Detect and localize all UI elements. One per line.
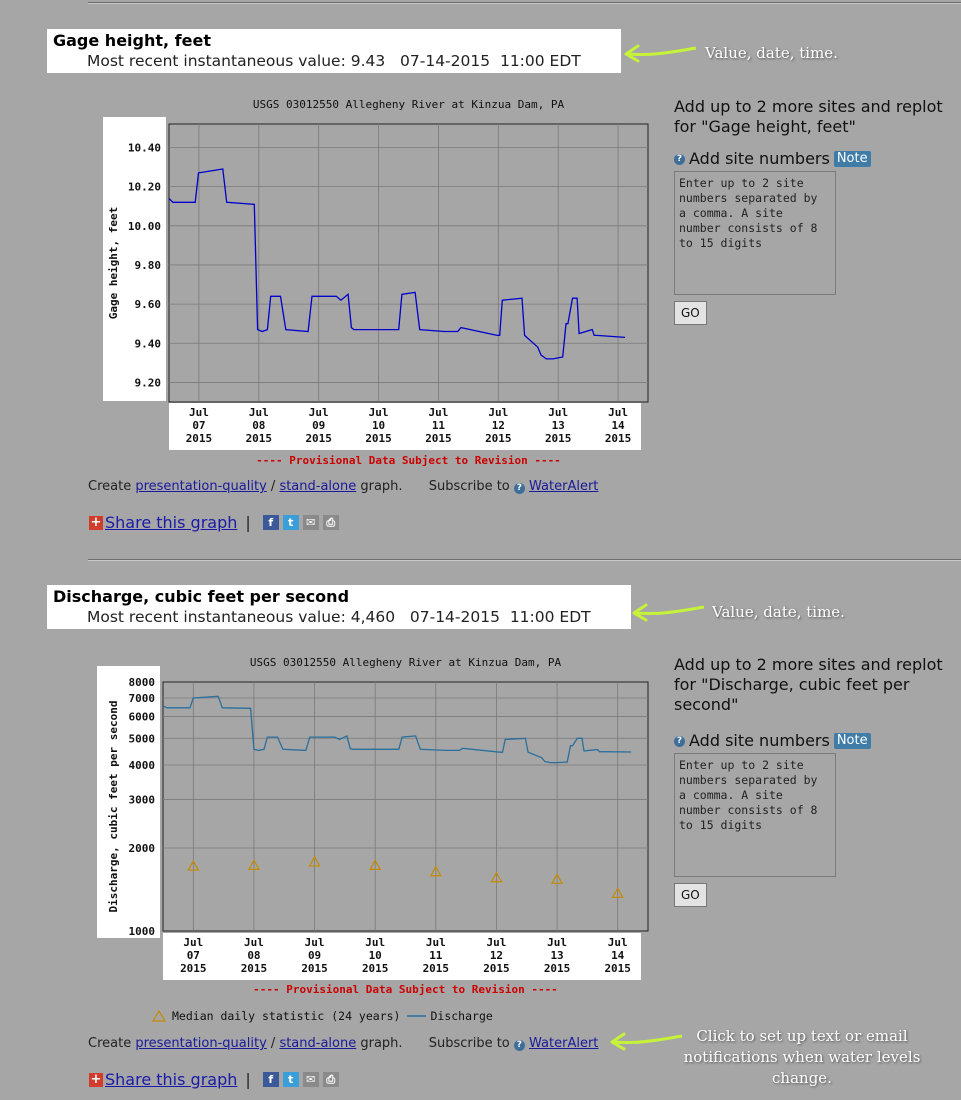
email-icon[interactable]: ✉: [303, 1072, 319, 1087]
site-numbers-input[interactable]: [674, 753, 836, 877]
help-icon[interactable]: ?: [674, 154, 685, 165]
provisional-note: ---- Provisional Data Subject to Revision ----: [256, 454, 561, 467]
chart-svg: [97, 652, 657, 1000]
create-graph-row: [88, 1036, 598, 1051]
create-suffix: graph.: [356, 1036, 403, 1051]
x-tick-label: Jul: [608, 406, 628, 419]
y-tick-label: 3000: [128, 793, 155, 807]
recent-value: Most recent instantaneous value: 4,460 07-14-2015 11:00 EDT: [87, 608, 591, 626]
help-icon[interactable]: ?: [514, 1040, 525, 1051]
x-tick-label: 12: [491, 419, 505, 432]
y-tick-label: 6000: [128, 710, 155, 724]
create-sep: /: [266, 1036, 280, 1051]
replot-panel: [674, 655, 954, 907]
x-tick-label: 12: [489, 949, 504, 962]
legend-discharge: Discharge: [430, 1009, 493, 1023]
discharge-title-box: [47, 585, 631, 629]
replot-panel: [674, 97, 954, 325]
x-tick-label: Jul: [548, 406, 569, 419]
stand-alone-link[interactable]: stand-alone: [279, 1036, 357, 1051]
x-tick-label: 11: [429, 949, 443, 962]
x-tick-label: Jul: [248, 406, 269, 419]
callout-arrow-icon: [622, 42, 702, 66]
x-tick-label: 10: [368, 949, 382, 962]
median-triangle-icon: [152, 1010, 166, 1022]
x-tick-label: 2015: [240, 962, 268, 975]
x-tick-label: 2015: [245, 432, 273, 445]
y-tick-label: 10.40: [127, 141, 161, 155]
y-tick-label: 9.60: [134, 298, 161, 312]
x-tick-label: 2015: [485, 432, 512, 445]
discharge-line-icon: [406, 1010, 428, 1022]
x-tick-label: 07: [192, 419, 206, 432]
section-divider: [88, 559, 961, 561]
chart-legend: [152, 1009, 493, 1023]
plot-frame: [169, 124, 648, 402]
x-tick-label: Jul: [183, 936, 204, 949]
x-tick-label: 2015: [422, 962, 450, 975]
x-tick-label: 10: [371, 419, 386, 432]
x-tick-label: 14: [611, 949, 625, 962]
share-row: [89, 1070, 339, 1089]
add-site-label: Add site numbers: [689, 149, 830, 168]
x-tick-label: 09: [307, 949, 322, 962]
x-tick-label: Jul: [547, 936, 567, 949]
x-tick-label: Jul: [308, 406, 329, 419]
x-tick-label: Jul: [368, 406, 389, 419]
stand-alone-link[interactable]: stand-alone: [279, 479, 357, 494]
x-tick-label: 2015: [185, 432, 213, 445]
share-graph-link[interactable]: Share this graph: [105, 1070, 238, 1089]
presentation-quality-link[interactable]: presentation-quality: [135, 479, 267, 494]
x-tick-label: Jul: [607, 936, 628, 949]
chart-title: USGS 03012550 Allegheny River at Kinzua Dam, PA: [249, 656, 562, 669]
callout-value-date: Value, date, time.: [705, 44, 838, 62]
provisional-note: ---- Provisional Data Subject to Revision ----: [253, 983, 558, 996]
add-site-row: [674, 149, 954, 169]
facebook-icon[interactable]: f: [263, 1072, 279, 1087]
replot-prompt: Add up to 2 more sites and replot for "Discharge, cubic feet per second": [674, 655, 943, 714]
discharge-chart: [97, 652, 657, 1000]
callout-value-date: Value, date, time.: [712, 603, 845, 621]
create-suffix: graph.: [356, 479, 403, 494]
subscribe-text: Subscribe to: [428, 1036, 514, 1051]
x-tick-label: 13: [551, 419, 565, 432]
x-tick-label: 13: [550, 949, 564, 962]
x-tick-label: Jul: [488, 406, 509, 419]
go-button[interactable]: GO: [674, 301, 707, 325]
create-graph-row: [88, 479, 598, 494]
y-tick-label: 9.20: [134, 376, 161, 390]
y-tick-label: 2000: [128, 842, 155, 855]
callout-line: Click to set up text or email: [696, 1027, 908, 1045]
x-tick-label: 2015: [425, 432, 452, 445]
x-tick-label: 2015: [604, 962, 631, 975]
x-tick-label: 2015: [301, 962, 328, 975]
twitter-icon[interactable]: t: [283, 515, 299, 530]
x-tick-label: 2015: [305, 432, 332, 445]
email-icon[interactable]: ✉: [303, 515, 319, 530]
x-tick-label: 08: [252, 419, 266, 432]
section-divider: [88, 2, 961, 4]
x-tick-label: Jul: [304, 936, 325, 949]
help-icon[interactable]: ?: [674, 736, 685, 747]
x-tick-label: 2015: [365, 432, 392, 445]
page-title: Gage height, feet: [53, 31, 211, 50]
callout-wateralert: [672, 1026, 932, 1089]
y-axis-label: Gage height, feet: [107, 206, 120, 320]
x-tick-label: Jul: [486, 936, 507, 949]
wateralert-link[interactable]: WaterAlert: [529, 1036, 599, 1051]
create-text: Create: [88, 1036, 136, 1051]
create-sep: /: [266, 479, 280, 494]
x-tick-label: Jul: [425, 936, 446, 949]
x-tick-label: 07: [186, 949, 200, 962]
print-icon[interactable]: ⎙: [323, 1072, 339, 1087]
x-tick-label: 2015: [604, 432, 632, 445]
gage-height-chart: [103, 92, 663, 472]
y-tick-label: 10.00: [127, 219, 161, 233]
create-text: Create: [88, 479, 136, 494]
share-row: [89, 513, 339, 532]
recent-value: Most recent instantaneous value: 9.43 07-14-2015 11:00 EDT: [87, 52, 581, 70]
plot-frame: [163, 682, 648, 931]
series-line: [163, 696, 631, 762]
print-icon[interactable]: ⎙: [323, 515, 339, 530]
page-title: Discharge, cubic feet per second: [53, 587, 350, 606]
note-button[interactable]: Note: [834, 151, 871, 167]
share-plus-icon[interactable]: +: [90, 1071, 102, 1087]
add-site-label: Add site numbers: [689, 731, 830, 750]
note-button[interactable]: Note: [834, 733, 871, 749]
share-sep: |: [245, 1070, 251, 1089]
y-tick-label: 5000: [128, 732, 155, 746]
x-tick-label: 08: [247, 949, 261, 962]
share-plus-icon[interactable]: +: [90, 514, 102, 530]
x-tick-label: Jul: [189, 406, 209, 419]
share-graph-link[interactable]: Share this graph: [105, 513, 238, 532]
share-sep: |: [245, 513, 251, 532]
chart-title: USGS 03012550 Allegheny River at Kinzua Dam, PA: [252, 98, 565, 111]
x-tick-label: 14: [611, 419, 625, 432]
x-tick-label: 2015: [483, 962, 510, 975]
presentation-quality-link[interactable]: presentation-quality: [135, 1036, 267, 1051]
x-tick-label: 2015: [180, 962, 207, 975]
subscribe-text: Subscribe to: [428, 479, 514, 494]
callout-arrow-icon: [630, 601, 710, 625]
y-tick-label: 9.40: [134, 337, 161, 351]
go-button[interactable]: GO: [674, 883, 707, 907]
x-tick-label: Jul: [428, 406, 449, 419]
y-tick-label: 7000: [128, 691, 155, 705]
add-site-row: [674, 731, 954, 751]
callout-line: change.: [772, 1069, 832, 1087]
x-tick-label: 2015: [361, 962, 389, 975]
y-axis-label: Discharge, cubic feet per second: [107, 700, 120, 913]
x-tick-label: 2015: [543, 962, 571, 975]
y-tick-label: 9.80: [134, 258, 161, 272]
x-tick-label: 11: [431, 419, 446, 432]
y-tick-label: 8000: [128, 676, 155, 689]
x-tick-label: Jul: [365, 936, 386, 949]
chart-svg: [103, 92, 663, 472]
y-tick-label: 1000: [128, 925, 155, 938]
x-tick-label: 2015: [544, 432, 572, 445]
callout-line: notifications when water levels: [683, 1048, 921, 1066]
legend-median: Median daily statistic (24 years): [172, 1009, 401, 1023]
x-tick-label: Jul: [244, 936, 264, 949]
gage-title-box: [47, 29, 621, 73]
facebook-icon[interactable]: f: [263, 515, 279, 530]
y-tick-label: 10.20: [127, 180, 161, 194]
twitter-icon[interactable]: t: [283, 1072, 299, 1087]
help-icon[interactable]: ?: [514, 483, 525, 494]
series-line: [169, 169, 625, 359]
wateralert-link[interactable]: WaterAlert: [529, 479, 599, 494]
x-tick-label: 09: [312, 419, 326, 432]
site-numbers-input[interactable]: [674, 171, 836, 295]
y-tick-label: 4000: [128, 759, 155, 772]
replot-prompt: Add up to 2 more sites and replot for "Gage height, feet": [674, 97, 943, 136]
